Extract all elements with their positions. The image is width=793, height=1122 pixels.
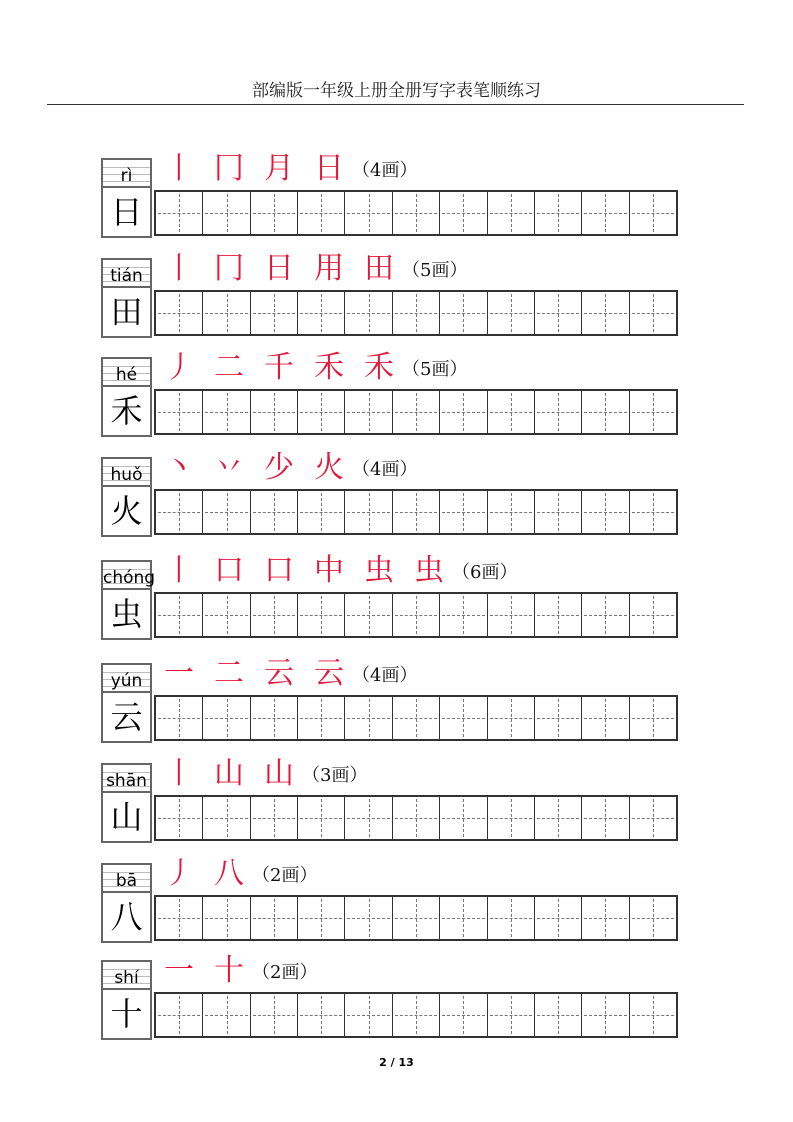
character-row xyxy=(100,756,680,853)
practice-cell[interactable] xyxy=(440,697,487,739)
stroke-order xyxy=(164,657,417,691)
stroke-step: 一 xyxy=(164,953,194,988)
stroke-order xyxy=(164,351,467,385)
practice-cell[interactable] xyxy=(488,897,535,939)
stroke-step: 丨 xyxy=(164,756,194,791)
practice-cell[interactable] xyxy=(203,897,250,939)
practice-cell[interactable] xyxy=(156,192,203,234)
practice-cell[interactable] xyxy=(582,994,629,1036)
practice-cell[interactable] xyxy=(156,697,203,739)
model-character: 禾 xyxy=(101,385,152,437)
practice-cell[interactable] xyxy=(535,491,582,533)
stroke-order xyxy=(164,757,367,791)
practice-cell[interactable] xyxy=(535,697,582,739)
stroke-step: 十 xyxy=(214,953,244,988)
practice-cell[interactable] xyxy=(582,192,629,234)
stroke-step: 一 xyxy=(164,656,194,691)
practice-cell[interactable] xyxy=(298,897,345,939)
stroke-order xyxy=(164,451,417,485)
practice-cell[interactable] xyxy=(251,292,298,334)
stroke-count: （2画） xyxy=(252,865,318,886)
stroke-count: （2画） xyxy=(252,962,318,983)
writing-grid xyxy=(154,290,678,336)
stroke-step: 丶 xyxy=(164,450,194,485)
stroke-step: 中 xyxy=(314,553,344,588)
writing-grid xyxy=(154,795,678,841)
practice-cell[interactable] xyxy=(345,797,392,839)
practice-cell[interactable] xyxy=(488,491,535,533)
practice-cell[interactable] xyxy=(393,797,440,839)
practice-cell[interactable] xyxy=(203,797,250,839)
character-row xyxy=(100,856,680,953)
practice-cell[interactable] xyxy=(203,594,250,636)
character-row xyxy=(100,656,680,753)
stroke-count: （4画） xyxy=(352,459,418,480)
stroke-step: 日 xyxy=(314,151,344,186)
practice-cell[interactable] xyxy=(251,897,298,939)
pinyin-box xyxy=(101,357,152,385)
stroke-step: 禾 xyxy=(364,350,394,385)
stroke-step: 云 xyxy=(264,656,294,691)
writing-grid xyxy=(154,992,678,1038)
practice-cell[interactable] xyxy=(203,192,250,234)
practice-cell[interactable] xyxy=(156,594,203,636)
practice-cell[interactable] xyxy=(535,192,582,234)
stroke-step: 丨 xyxy=(164,251,194,286)
practice-cell[interactable] xyxy=(393,697,440,739)
stroke-step: 火 xyxy=(314,450,344,485)
stroke-order xyxy=(164,554,517,588)
practice-cell[interactable] xyxy=(488,994,535,1036)
practice-cell[interactable] xyxy=(203,391,250,433)
stroke-step: 少 xyxy=(264,450,294,485)
pinyin-box xyxy=(101,560,156,588)
stroke-count: （5画） xyxy=(402,359,468,380)
pinyin-box xyxy=(101,763,152,791)
practice-cell[interactable] xyxy=(393,491,440,533)
practice-cell[interactable] xyxy=(203,994,250,1036)
practice-cell[interactable] xyxy=(251,797,298,839)
stroke-step: 二 xyxy=(214,656,244,691)
character-row xyxy=(100,350,680,447)
practice-cell[interactable] xyxy=(298,797,345,839)
model-character: 山 xyxy=(101,791,152,843)
practice-cell[interactable] xyxy=(582,897,629,939)
stroke-step: 丨 xyxy=(164,151,194,186)
stroke-step: 丿 xyxy=(164,856,194,891)
stroke-step: 八 xyxy=(214,856,244,891)
practice-cell[interactable] xyxy=(298,491,345,533)
writing-grid xyxy=(154,489,678,535)
model-character: 日 xyxy=(101,186,152,238)
practice-cell[interactable] xyxy=(345,897,392,939)
pinyin-text: shí xyxy=(114,968,139,988)
stroke-step: 冂 xyxy=(214,151,244,186)
practice-cell[interactable] xyxy=(630,897,676,939)
pinyin-box xyxy=(101,258,152,286)
stroke-count: （5画） xyxy=(402,260,468,281)
stroke-order xyxy=(164,252,467,286)
practice-cell[interactable] xyxy=(251,391,298,433)
practice-cell[interactable] xyxy=(535,897,582,939)
stroke-count: （4画） xyxy=(352,160,418,181)
pinyin-box xyxy=(101,960,152,988)
practice-cell[interactable] xyxy=(440,897,487,939)
practice-cell[interactable] xyxy=(156,994,203,1036)
practice-cell[interactable] xyxy=(203,292,250,334)
practice-cell[interactable] xyxy=(345,994,392,1036)
practice-cell[interactable] xyxy=(582,292,629,334)
writing-grid xyxy=(154,190,678,236)
practice-cell[interactable] xyxy=(251,994,298,1036)
stroke-step: 冂 xyxy=(214,251,244,286)
stroke-step: 用 xyxy=(314,251,344,286)
pinyin-text: shān xyxy=(106,771,147,791)
writing-grid xyxy=(154,695,678,741)
practice-cell[interactable] xyxy=(345,192,392,234)
practice-cell[interactable] xyxy=(345,491,392,533)
practice-cell[interactable] xyxy=(203,697,250,739)
stroke-step: 云 xyxy=(314,656,344,691)
writing-grid xyxy=(154,895,678,941)
practice-cell[interactable] xyxy=(630,994,676,1036)
practice-cell[interactable] xyxy=(535,797,582,839)
practice-cell[interactable] xyxy=(393,292,440,334)
practice-cell[interactable] xyxy=(582,797,629,839)
practice-cell[interactable] xyxy=(582,697,629,739)
model-character: 云 xyxy=(101,691,152,743)
practice-cell[interactable] xyxy=(440,994,487,1036)
model-character: 十 xyxy=(101,988,152,1040)
character-row xyxy=(100,151,680,248)
character-row xyxy=(100,251,680,348)
practice-cell[interactable] xyxy=(630,594,676,636)
practice-cell[interactable] xyxy=(298,292,345,334)
pinyin-text: huǒ xyxy=(110,465,143,485)
practice-cell[interactable] xyxy=(440,192,487,234)
stroke-step: 丨 xyxy=(164,553,194,588)
practice-cell[interactable] xyxy=(582,594,629,636)
character-row xyxy=(100,450,680,547)
practice-cell[interactable] xyxy=(156,491,203,533)
pinyin-text: chóng xyxy=(103,568,156,588)
stroke-count: （3画） xyxy=(302,765,368,786)
stroke-step: 丿 xyxy=(164,350,194,385)
practice-cell[interactable] xyxy=(440,594,487,636)
pinyin-text: rì xyxy=(120,166,133,186)
practice-cell[interactable] xyxy=(156,897,203,939)
practice-cell[interactable] xyxy=(630,292,676,334)
practice-cell[interactable] xyxy=(488,292,535,334)
practice-cell[interactable] xyxy=(345,697,392,739)
stroke-step: 田 xyxy=(364,251,394,286)
pinyin-text: hé xyxy=(115,365,138,385)
model-character: 八 xyxy=(101,891,152,943)
practice-cell[interactable] xyxy=(251,192,298,234)
practice-cell[interactable] xyxy=(488,797,535,839)
practice-cell[interactable] xyxy=(156,391,203,433)
stroke-step: 虫 xyxy=(414,553,444,588)
practice-cell[interactable] xyxy=(298,594,345,636)
practice-cell[interactable] xyxy=(156,292,203,334)
practice-cell[interactable] xyxy=(345,391,392,433)
stroke-step: 丷 xyxy=(214,450,244,485)
header-divider xyxy=(47,104,744,105)
pinyin-text: tián xyxy=(110,266,143,286)
practice-cell[interactable] xyxy=(393,994,440,1036)
practice-cell[interactable] xyxy=(488,594,535,636)
practice-cell[interactable] xyxy=(582,491,629,533)
practice-cell[interactable] xyxy=(535,292,582,334)
practice-cell[interactable] xyxy=(535,994,582,1036)
practice-cell[interactable] xyxy=(393,192,440,234)
practice-cell[interactable] xyxy=(251,697,298,739)
practice-cell[interactable] xyxy=(440,391,487,433)
practice-cell[interactable] xyxy=(298,994,345,1036)
pinyin-box xyxy=(101,663,152,691)
model-character: 虫 xyxy=(101,588,152,640)
practice-cell[interactable] xyxy=(535,594,582,636)
model-character: 火 xyxy=(101,485,152,537)
stroke-step: 口 xyxy=(214,553,244,588)
stroke-step: 千 xyxy=(264,350,294,385)
practice-cell[interactable] xyxy=(393,594,440,636)
pinyin-text: bā xyxy=(115,871,138,891)
practice-cell[interactable] xyxy=(298,192,345,234)
practice-cell[interactable] xyxy=(251,594,298,636)
practice-cell[interactable] xyxy=(393,897,440,939)
writing-grid xyxy=(154,389,678,435)
stroke-step: 虫 xyxy=(364,553,394,588)
practice-cell[interactable] xyxy=(488,192,535,234)
stroke-count: （6画） xyxy=(452,562,518,583)
practice-cell[interactable] xyxy=(488,391,535,433)
pinyin-box xyxy=(101,863,152,891)
practice-cell[interactable] xyxy=(203,491,250,533)
practice-cell[interactable] xyxy=(535,391,582,433)
pinyin-box xyxy=(101,457,152,485)
practice-cell[interactable] xyxy=(345,292,392,334)
practice-cell[interactable] xyxy=(582,391,629,433)
stroke-step: 山 xyxy=(214,756,244,791)
stroke-step: 禾 xyxy=(314,350,344,385)
stroke-count: （4画） xyxy=(352,665,418,686)
page-title: 部编版一年级上册全册写字表笔顺练习 xyxy=(252,81,541,101)
stroke-step: 口 xyxy=(264,553,294,588)
stroke-step: 月 xyxy=(264,151,294,186)
pinyin-box xyxy=(101,158,152,186)
practice-cell[interactable] xyxy=(393,391,440,433)
stroke-step: 日 xyxy=(264,251,294,286)
practice-cell[interactable] xyxy=(251,491,298,533)
practice-cell[interactable] xyxy=(345,594,392,636)
practice-cell[interactable] xyxy=(440,491,487,533)
practice-cell[interactable] xyxy=(298,391,345,433)
stroke-step: 二 xyxy=(214,350,244,385)
practice-cell[interactable] xyxy=(630,192,676,234)
practice-cell[interactable] xyxy=(440,292,487,334)
stroke-order xyxy=(164,954,317,988)
practice-cell[interactable] xyxy=(630,491,676,533)
model-character: 田 xyxy=(101,286,152,338)
pinyin-text: yún xyxy=(110,671,143,691)
stroke-order xyxy=(164,857,317,891)
character-row xyxy=(100,953,680,1050)
character-row xyxy=(100,553,680,650)
practice-cell[interactable] xyxy=(630,797,676,839)
practice-cell[interactable] xyxy=(630,391,676,433)
stroke-step: 山 xyxy=(264,756,294,791)
practice-cell[interactable] xyxy=(440,797,487,839)
practice-cell[interactable] xyxy=(298,697,345,739)
practice-cell[interactable] xyxy=(156,797,203,839)
stroke-order xyxy=(164,152,417,186)
practice-cell[interactable] xyxy=(630,697,676,739)
page-number: 2 / 13 xyxy=(379,1056,414,1069)
practice-cell[interactable] xyxy=(488,697,535,739)
writing-grid xyxy=(154,592,678,638)
